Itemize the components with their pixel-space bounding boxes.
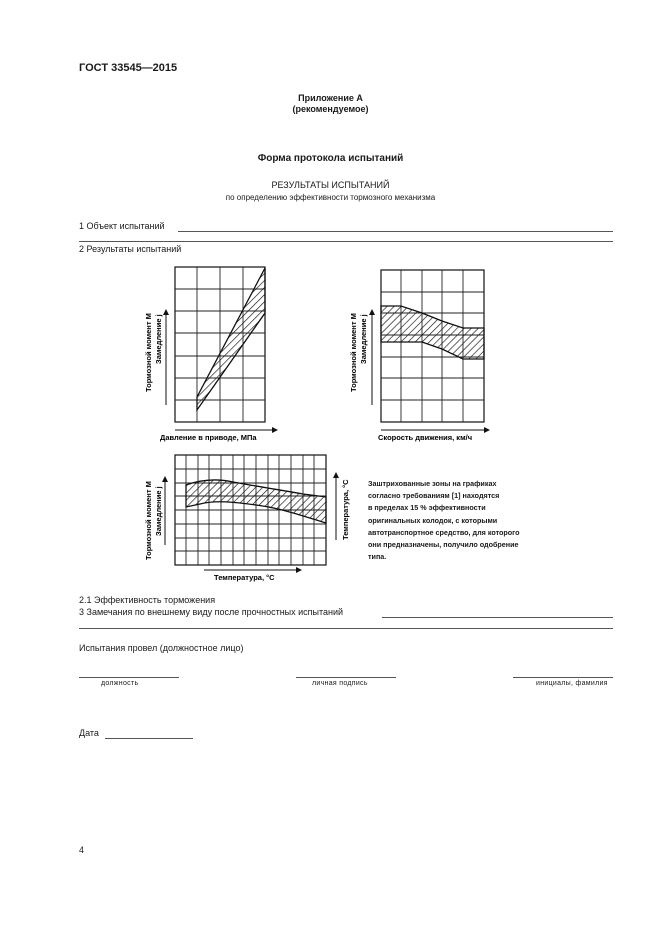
item-braking-efficiency: 2.1 Эффективность торможения	[79, 595, 216, 605]
standard-number: ГОСТ 33545—2015	[79, 62, 178, 74]
item-remarks-line-2[interactable]	[79, 628, 613, 629]
position-line[interactable]	[79, 677, 179, 678]
form-title: Форма протокола испытаний	[257, 153, 404, 164]
note-line: автотранспортное средство, для которого	[368, 527, 520, 537]
chart-pressure-ylabel2: Замедление j	[154, 314, 163, 364]
note-line: согласно требованиям [1] находятся	[368, 491, 500, 501]
note-line: Заштрихованные зоны на графиках	[368, 479, 497, 488]
chart-temperature-ylabel-right: Температура, °С	[341, 479, 350, 540]
date-label: Дата	[79, 728, 99, 738]
name-line[interactable]	[513, 677, 613, 678]
hatched-zone-note	[368, 478, 519, 563]
chart-speed-xlabel: Скорость движения, км/ч	[378, 433, 473, 442]
chart-speed-ylabel: Тормозной момент M	[349, 313, 358, 392]
chart-pressure-xlabel: Давление в приводе, МПа	[160, 433, 257, 442]
chart-pressure-ylabel: Тормозной момент M	[144, 313, 153, 392]
annex-subtitle: (рекомендуемое)	[292, 104, 369, 114]
chart-temperature-ylabel2: Замедление j	[154, 486, 163, 536]
note-line: оригинальных колодок, с которыми	[368, 515, 498, 525]
note-line: типа.	[368, 552, 387, 562]
item-remarks-label: 3 Замечания по внешнему виду после прочностных испытаний	[79, 607, 344, 617]
signature-caption: личная подпись	[312, 680, 368, 687]
signature-line[interactable]	[296, 677, 396, 678]
chart-pressure-grid	[175, 267, 265, 422]
chart-pressure	[144, 267, 278, 442]
note-line: они предназначены, получило одобрение	[368, 540, 519, 550]
chart-temperature-ylabel: Тормозной момент M	[144, 481, 153, 560]
item-remarks-line[interactable]	[382, 617, 613, 618]
results-subtitle: по определению эффективности тормозного механизма	[225, 193, 436, 202]
item-object-label: 1 Объект испытаний	[79, 221, 165, 231]
item-results-label: 2 Результаты испытаний	[79, 244, 182, 254]
page-number: 4	[79, 845, 85, 855]
chart-temperature-xlabel: Температура, °С	[214, 573, 275, 582]
name-caption: инициалы, фамилия	[536, 680, 608, 687]
chart-speed-ylabel2: Замедление j	[359, 314, 368, 364]
conducted-by-label: Испытания провел (должностное лицо)	[79, 643, 244, 653]
date-line[interactable]	[105, 738, 193, 739]
results-title: РЕЗУЛЬТАТЫ ИСПЫТАНИЙ	[271, 180, 390, 190]
note-line: в пределах 15 % эффективности	[368, 503, 486, 513]
position-caption: должность	[101, 680, 139, 687]
chart-speed	[349, 270, 490, 442]
chart-temperature	[144, 455, 350, 582]
chart-speed-zone	[381, 306, 484, 359]
annex-title: Приложение А	[298, 93, 363, 103]
